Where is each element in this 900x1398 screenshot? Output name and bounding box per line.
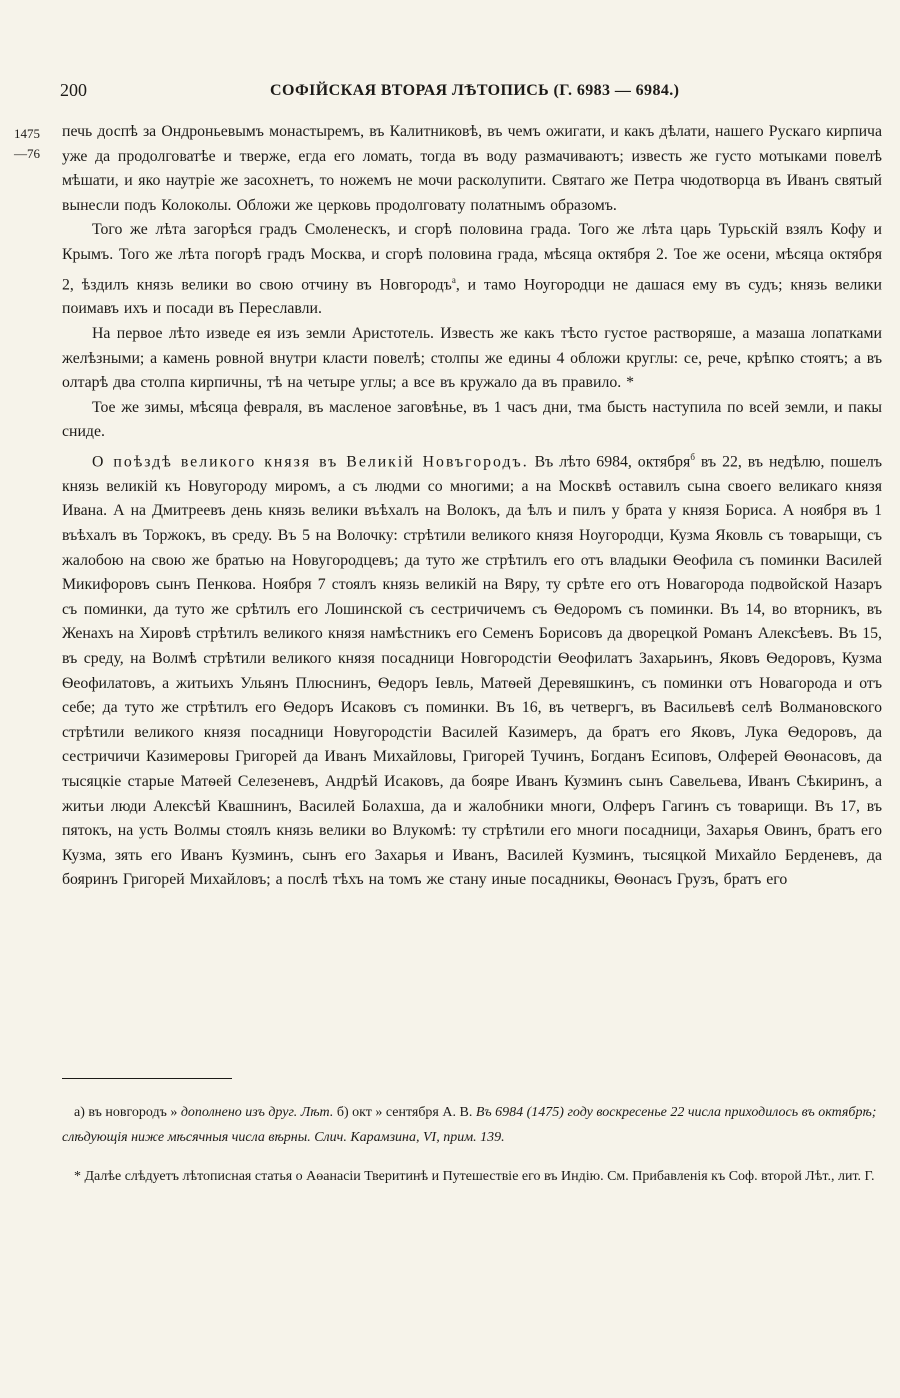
footnote-b-lead: б) окт » сентября А. В. (336, 1105, 473, 1120)
footnote-ref-a: а (451, 274, 456, 285)
footnote-star: * Далѣе слѣдуетъ лѣтописная статья о Аѳанасіи Тверитинѣ и Путешествіе его въ Индію. См. Прибавленія къ Соф. второй Лѣт., лит. Г. (74, 1169, 875, 1184)
page-number: 200 (60, 80, 87, 100)
page-header (60, 80, 880, 110)
footnote-b-italic: Въ 6984 (1475) году воскресенье 22 числа приходилось въ октябрѣ; слѣдующія ниже мѣсячныя числа вѣрны. Слич. Карамзина, VI, прим. 139. (62, 1105, 877, 1145)
paragraph-2-text: Того же лѣта загорѣся градъ Смоленескъ, и сгорѣ половина града. Того же лѣта царь Турьскій взялъ Кофу и Крымъ. Того же лѣта погорѣ градъ Москва, и сгорѣ половина града, мѣсяца октября 2. Тое же осени, мѣсяца октября 2, ѣздилъ князь велики во свою отчину въ Новгородъ (62, 221, 882, 293)
paragraph-3: На первое лѣто изведе ея изъ земли Аристотель. Известь же какъ тѣсто густое раствоpяше, а мазаша лопатками желѣзными; а камень ровной внутри класти повелѣ; столпы же едины 4 обложи круглы: се, рече, крѣпко стоятъ; а въ олтарѣ два столпа кирпичны, тѣ на четыре углы; а все въ кружало да въ правило. * (62, 325, 882, 392)
footnote-a-italic: дополнено изъ друг. Лѣт. (180, 1105, 334, 1120)
footnote-ref-b: б (690, 451, 695, 462)
footnote-a-lead: а) въ новгородъ » (74, 1105, 178, 1120)
footnote-ab (62, 1100, 882, 1150)
margin-year-bottom: —76 (14, 146, 40, 161)
paragraph-2 (62, 218, 882, 322)
paragraph-2-text-cont: , и тамо Ноугородци не дашася ему въ судъ; князь велики поимавъ ихъ и посади въ Переславли. (62, 275, 882, 318)
paragraph-5-text: Въ лѣто 6984, октября (528, 453, 691, 471)
paragraph-4: Тое же зимы, мѣсяца февраля, въ масленое заговѣнье, въ 1 часъ дни, тма бысть наступила по всей земли, и пакы сниде. (62, 398, 882, 441)
margin-year-top: 1475 (14, 126, 40, 141)
main-text (62, 120, 882, 893)
running-title: СОФІЙСКАЯ ВТОРАЯ ЛѢТОПИСЬ (Г. 6983 — 6984.) (270, 82, 680, 99)
margin-year-note (14, 124, 60, 164)
paragraph-1: печь доспѣ за Ондроньевымъ монастыремъ, въ Калитниковѣ, въ чемъ ожигати, и какъ дѣлати, нашего Рускаго кирпича уже да продолговатѣе и твержe, егда его ломать, тогда въ воду размачиваютъ; известь же густо мотыками повелѣ мѣшати, и яко наутріе же засохнетъ, то ножемъ не мочи расколупити. Святаго же Петра чюдотворца въ Иванъ святый вынесли подъ Колоколы. Обложи же церковь продолговату полатнымъ образомъ. (62, 123, 882, 214)
section-heading: О поѣздѣ великого князя въ Великій Новъгородъ. (92, 453, 529, 471)
footnotes (62, 1100, 882, 1203)
footnote-separator (62, 1078, 232, 1079)
paragraph-5-text-cont: въ 22, въ недѣлю, пошелъ князь великій къ Новугороду миромъ, а съ людми со многими; а на Москвѣ оставилъ сына своего великаго князя Ивана. А на Дмитреевъ день князь велики въѣхалъ на Волокъ, да ѣлъ и пилъ у брата у князя Бориса. А ноября въ 1 въѣхалъ въ Торжокъ, въ среду. Въ 5 на Волочку: стрѣтили великого князя Ноугородци, Кузма Яковль съ товарыщи, съ жалобою на свою же братью на Новугородцевъ; да туто же стрѣтилъ его отъ владыки Ѳеофила съ поминки Василей Микифоровъ сынъ Пенкова. Ноября 7 стоялъ князь великій на Вяру, ту срѣте его отъ Новагорода подвойской Назаръ съ поминки, да туто же срѣтилъ его Лошинской съ сестричичемъ съ Ѳедоромъ съ поминки. Въ 14, во вторникъ, въ Женахъ на Хировѣ стрѣтилъ великого князя намѣстникъ его Семенъ Борисовъ да дворецкой Романъ Алексѣевъ. Въ 15, въ среду, на Волмѣ стрѣтили великого князя посадници Новгородстіи Ѳеофилатъ Захарьинъ, Яковъ Ѳедоровъ, Кузма Ѳеофилатовъ, а житьихъ Ульянъ Плюснинъ, Ѳедоръ Іевль, Матѳей Деревяшкинъ, съ поминки отъ Новагорода и отъ себе; да туто же стрѣтилъ его Ѳедоръ Исаковъ съ поминки. Въ 16, въ четвергъ, въ Васильевѣ селѣ Волмановского стрѣтили великого князя посадници Новугородстіи Василей Казимеръ, да братъ его Яковъ, Лука Ѳедоровъ, да сестричичи Казимеровы Григорей да Иванъ Михайловы, Григорей Тучинъ, Богданъ Есиповъ, Олферей Ѳѳонасовъ, да тысяцкіе старые Матѳей Селезеневъ, Андрѣй Исаковъ, да бояре Иванъ Кузминъ сынъ Савельева, Иванъ Сѣкиринъ, а житьи люди Алексѣй Квашнинъ, Василей Болахша, да и жалобники многи, Олферъ Гагинъ съ товарищи. Въ 17, въ пятокъ, на усть Волмы стоялъ князь велики во Влукомѣ: ту стрѣтили его многи посадници, Захарья Овинъ, братъ его Кузма, зять его Иванъ Кузминъ, сынъ его Захарья и Иванъ, Василей Кузминъ, тысяцкой Михайло Берденевъ, да бояринъ Григорей Михайловъ; а послѣ тѣхъ на томъ же стану иные посадникы, Ѳѳонасъ Грузъ, братъ его (62, 453, 882, 889)
paragraph-5 (62, 445, 882, 893)
